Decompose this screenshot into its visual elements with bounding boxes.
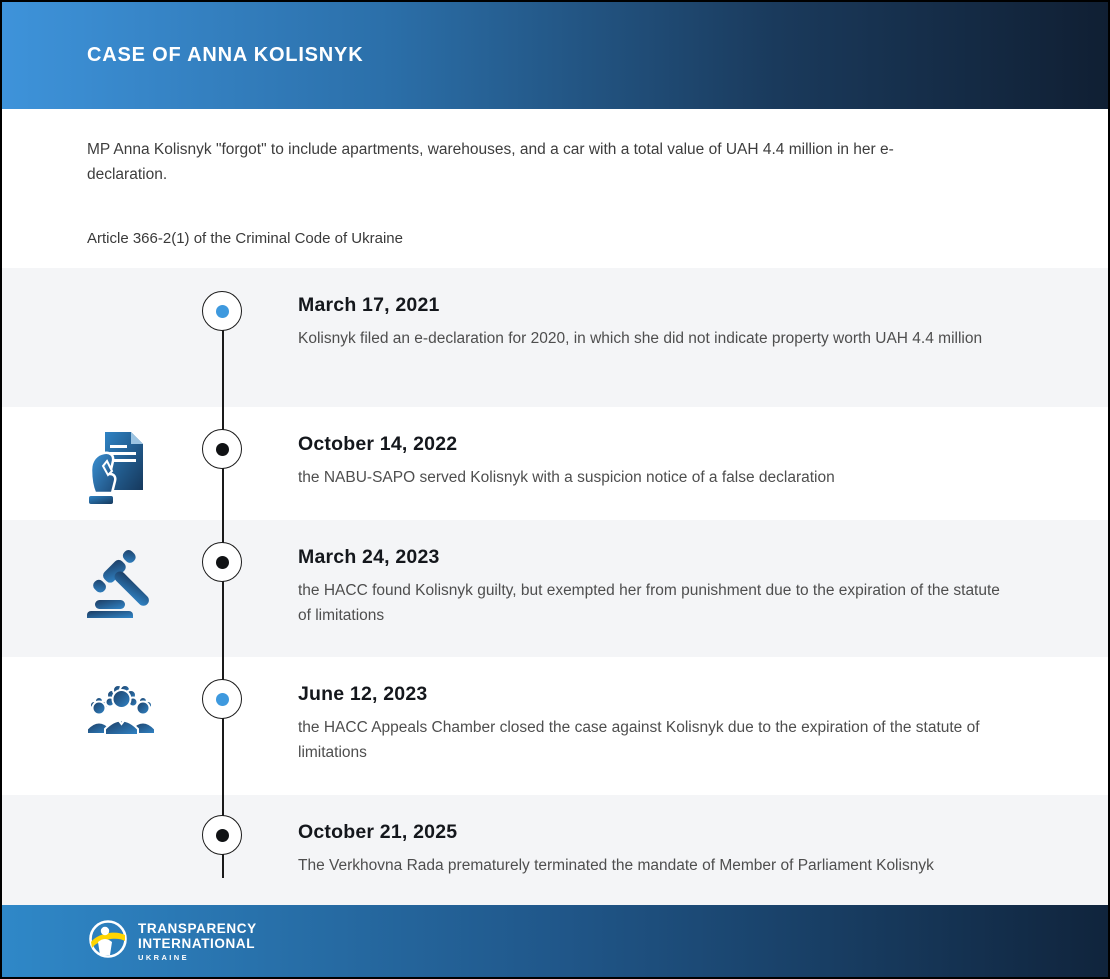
timeline-row — [2, 657, 1108, 795]
event-date: March 17, 2021 — [298, 294, 440, 316]
event-date: October 14, 2022 — [298, 433, 458, 455]
event-date: June 12, 2023 — [298, 683, 428, 705]
timeline-row — [2, 407, 1108, 520]
timeline-node — [202, 429, 242, 469]
timeline-dot-black — [216, 829, 229, 842]
event-description: The Verkhovna Rada prematurely terminated the mandate of Member of Parliament Kolisnyk — [298, 857, 934, 874]
timeline — [2, 268, 1108, 905]
header-banner — [2, 2, 1108, 109]
hand-document-icon — [83, 428, 155, 506]
timeline-row — [2, 520, 1108, 657]
timeline-node — [202, 679, 242, 719]
case-summary-text: MP Anna Kolisnyk "forgot" to include apartments, warehouses, and a car with a total value of UAH 4.4 million in her e-declaration. — [87, 141, 894, 183]
timeline-row — [2, 795, 1108, 905]
logo-word-ukraine: UKRAINE — [138, 952, 189, 962]
event-description: Kolisnyk filed an e-declaration for 2020, in which she did not indicate property worth UAH 4.4 million — [298, 330, 983, 347]
footer-banner — [2, 905, 1108, 977]
event-date: October 21, 2025 — [298, 821, 458, 843]
timeline-node — [202, 291, 242, 331]
timeline-node — [202, 815, 242, 855]
transparency-international-logo — [87, 918, 257, 965]
intro-section — [2, 109, 1108, 268]
event-date: March 24, 2023 — [298, 546, 440, 568]
event-description: the NABU-SAPO served Kolisnyk with a suspicion notice of a false declaration — [298, 469, 835, 486]
logo-word-international: INTERNATIONAL — [138, 935, 256, 951]
logo-word-transparency: TRANSPARENCY — [138, 920, 257, 936]
criminal-code-article-text: Article 366-2(1) of the Criminal Code of Ukraine — [87, 230, 403, 247]
timeline-dot-black — [216, 556, 229, 569]
gavel-icon — [83, 548, 155, 626]
timeline-node — [202, 542, 242, 582]
timeline-connector-line — [222, 311, 224, 878]
ti-globe-icon — [87, 918, 129, 965]
page-title: CASE OF ANNA KOLISNYK — [87, 44, 364, 66]
judges-group-icon — [83, 677, 155, 755]
event-description: the HACC found Kolisnyk guilty, but exempted her from punishment due to the expiration of the statute of limitations — [298, 582, 1000, 624]
timeline-dot-blue — [216, 693, 229, 706]
timeline-dot-blue — [216, 305, 229, 318]
timeline-row — [2, 268, 1108, 407]
timeline-dot-black — [216, 443, 229, 456]
event-description: the HACC Appeals Chamber closed the case against Kolisnyk due to the expiration of the statute of limitations — [298, 719, 980, 761]
